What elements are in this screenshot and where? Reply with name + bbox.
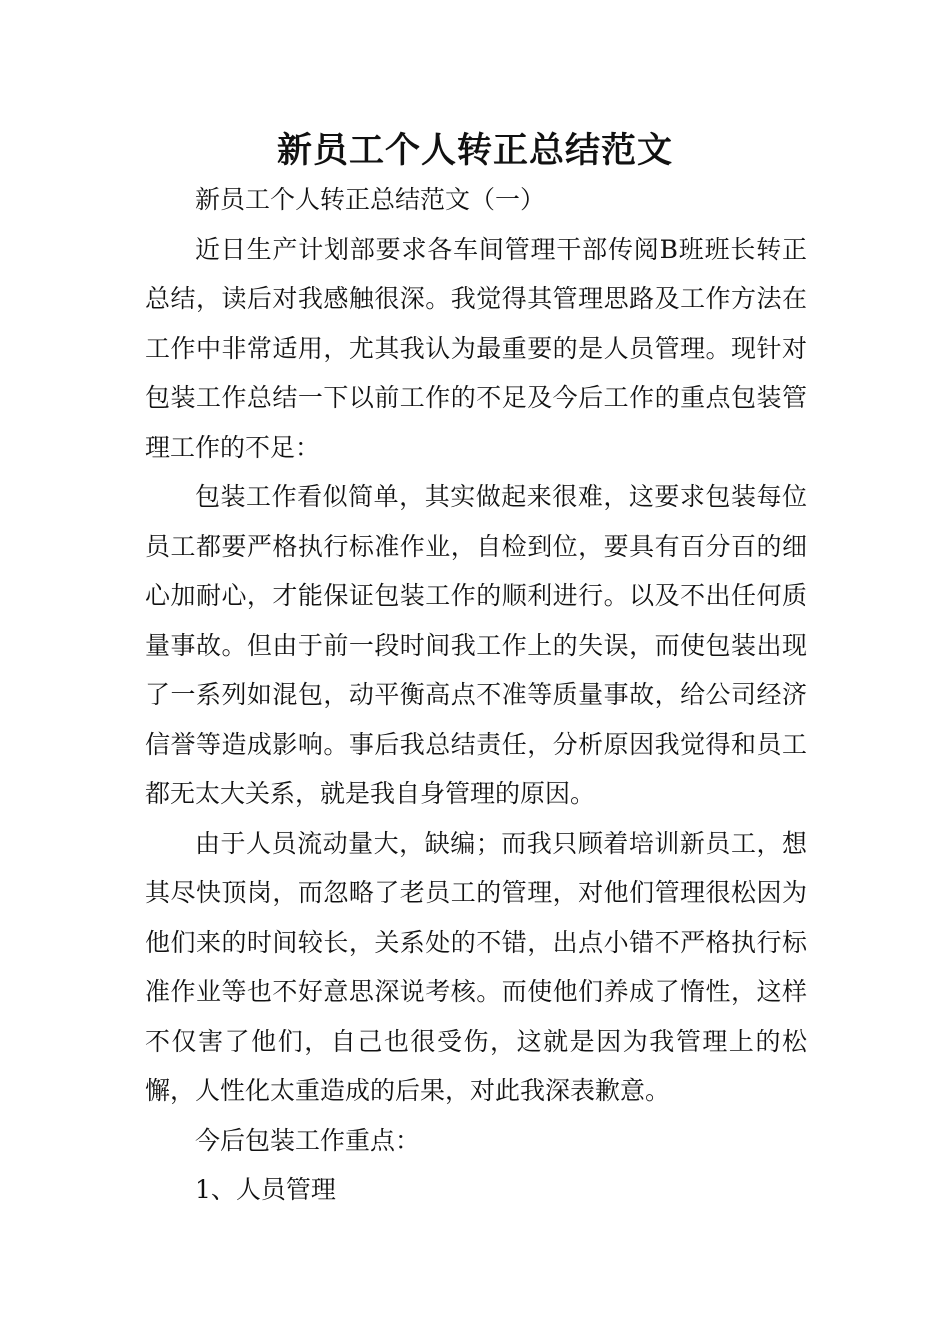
- body-paragraph-3: 由于人员流动量大，缺编；而我只顾着培训新员工，想其尽快顶岗，而忽略了老员工的管理，对他们管理很松因为他们来的时间较长，关系处的不错，出点小错不严格执行标准作业等也不好意思深说考核。而使他们养成了惰性，这样不仅害了他们，自己也很受伤，这就是因为我管理上的松懈，人性化太重造成的后果，对此我深表歉意。: [145, 828, 807, 1105]
- document-title: 新员工个人转正总结范文: [276, 130, 673, 171]
- document-body: [145, 175, 807, 1215]
- subtitle-paragraph: 新员工个人转正总结范文（一）: [195, 185, 546, 214]
- body-paragraph-2: 包装工作看似简单，其实做起来很难，这要求包装每位员工都要严格执行标准作业，自检到位，要具有百分百的细心加耐心，才能保证包装工作的顺利进行。以及不出任何质量事故。但由于前一段时间我工作上的失误，而使包装出现了一系列如混包，动平衡高点不准等质量事故，给公司经济信誉等造成影响。事后我总结责任，分析原因我觉得和员工都无太大关系，就是我自身管理的原因。: [145, 482, 807, 808]
- section-heading-paragraph: 今后包装工作重点：: [195, 1125, 421, 1155]
- list-item-paragraph: 1、人员管理: [195, 1175, 336, 1204]
- body-paragraph-1: 近日生产计划部要求各车间管理干部传阅B班班长转正总结，读后对我感触很深。我觉得其管理思路及工作方法在工作中非常适用，尤其我认为最重要的是人员管理。现针对包装工作总结一下以前工作的不足及今后工作的重点包装管理工作的不足：: [145, 234, 807, 462]
